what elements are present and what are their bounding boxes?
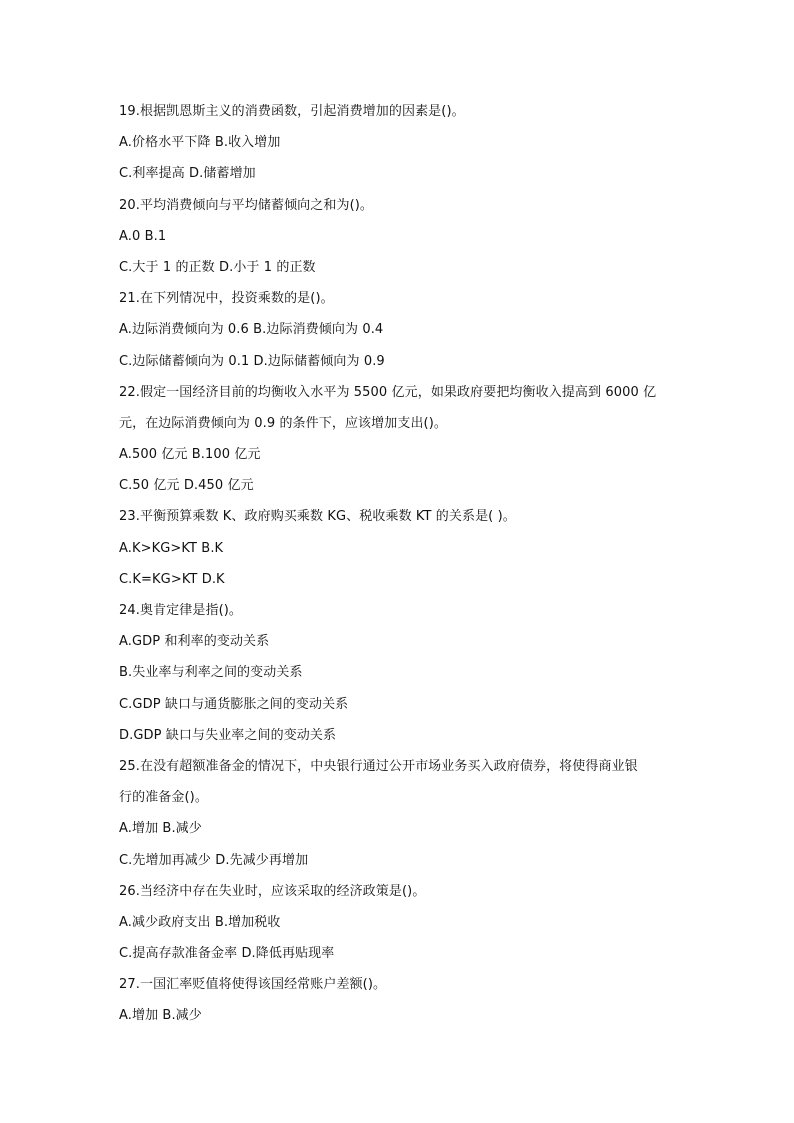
option-line: C.50 亿元 D.450 亿元	[119, 478, 254, 494]
option-line: C.先增加再减少 D.先减少再增加	[119, 852, 309, 868]
option-line: A.0 B.1	[119, 228, 167, 244]
question-22: 22.假定一国经济目前的均衡收入水平为 5500 亿元，如果政府要把均衡收入提高到 6000 亿	[119, 384, 657, 400]
option-line: C.提高存款准备金率 D.降低再贴现率	[119, 946, 335, 962]
option-line: A.增加 B.减少	[119, 1008, 202, 1024]
option-line: C.GDP 缺口与通货膨胀之间的变动关系	[119, 696, 349, 712]
option-line: A.价格水平下降 B.收入增加	[119, 135, 281, 151]
question-text	[119, 101, 679, 1037]
option-line: A.减少政府支出 B.增加税收	[119, 914, 281, 930]
question-27: 27.一国汇率贬值将使得该国经常账户差额()。	[119, 977, 387, 993]
option-line: D.GDP 缺口与失业率之间的变动关系	[119, 727, 337, 743]
question-23: 23.平衡预算乘数 K、政府购买乘数 KG、税收乘数 KT 的关系是( )。	[119, 509, 516, 525]
question-20: 20.平均消费倾向与平均储蓄倾向之和为()。	[119, 197, 374, 213]
question-25: 25.在没有超额准备金的情况下，中央银行通过公开市场业务买入政府债券，将使得商业银	[119, 758, 638, 774]
question-19: 19.根据凯恩斯主义的消费函数，引起消费增加的因素是()。	[119, 104, 465, 119]
option-line: C.K=KG>KT D.K	[119, 571, 225, 587]
question-24: 24.奥肯定律是指()。	[119, 603, 243, 618]
option-line: A.增加 B.减少	[119, 821, 202, 837]
question-22-continued: 元，在边际消费倾向为 0.9 的条件下，应该增加支出()。	[119, 415, 447, 431]
option-line: A.GDP 和利率的变动关系	[119, 634, 270, 650]
question-26: 26.当经济中存在失业时，应该采取的经济政策是()。	[119, 883, 426, 899]
question-21: 21.在下列情况中，投资乘数的是()。	[119, 291, 334, 307]
option-line: C.边际储蓄倾向为 0.1 D.边际储蓄倾向为 0.9	[119, 353, 385, 369]
option-line: C.大于 1 的正数 D.小于 1 的正数	[119, 259, 316, 275]
option-line: A.边际消费倾向为 0.6 B.边际消费倾向为 0.4	[119, 322, 384, 338]
question-25-continued: 行的准备金()。	[119, 790, 208, 806]
option-line: C.利率提高 D.储蓄增加	[119, 166, 256, 182]
option-line: A.500 亿元 B.100 亿元	[119, 447, 261, 463]
option-line: A.K>KG>KT B.K	[119, 540, 224, 556]
option-line: B.失业率与利率之间的变动关系	[119, 665, 303, 681]
